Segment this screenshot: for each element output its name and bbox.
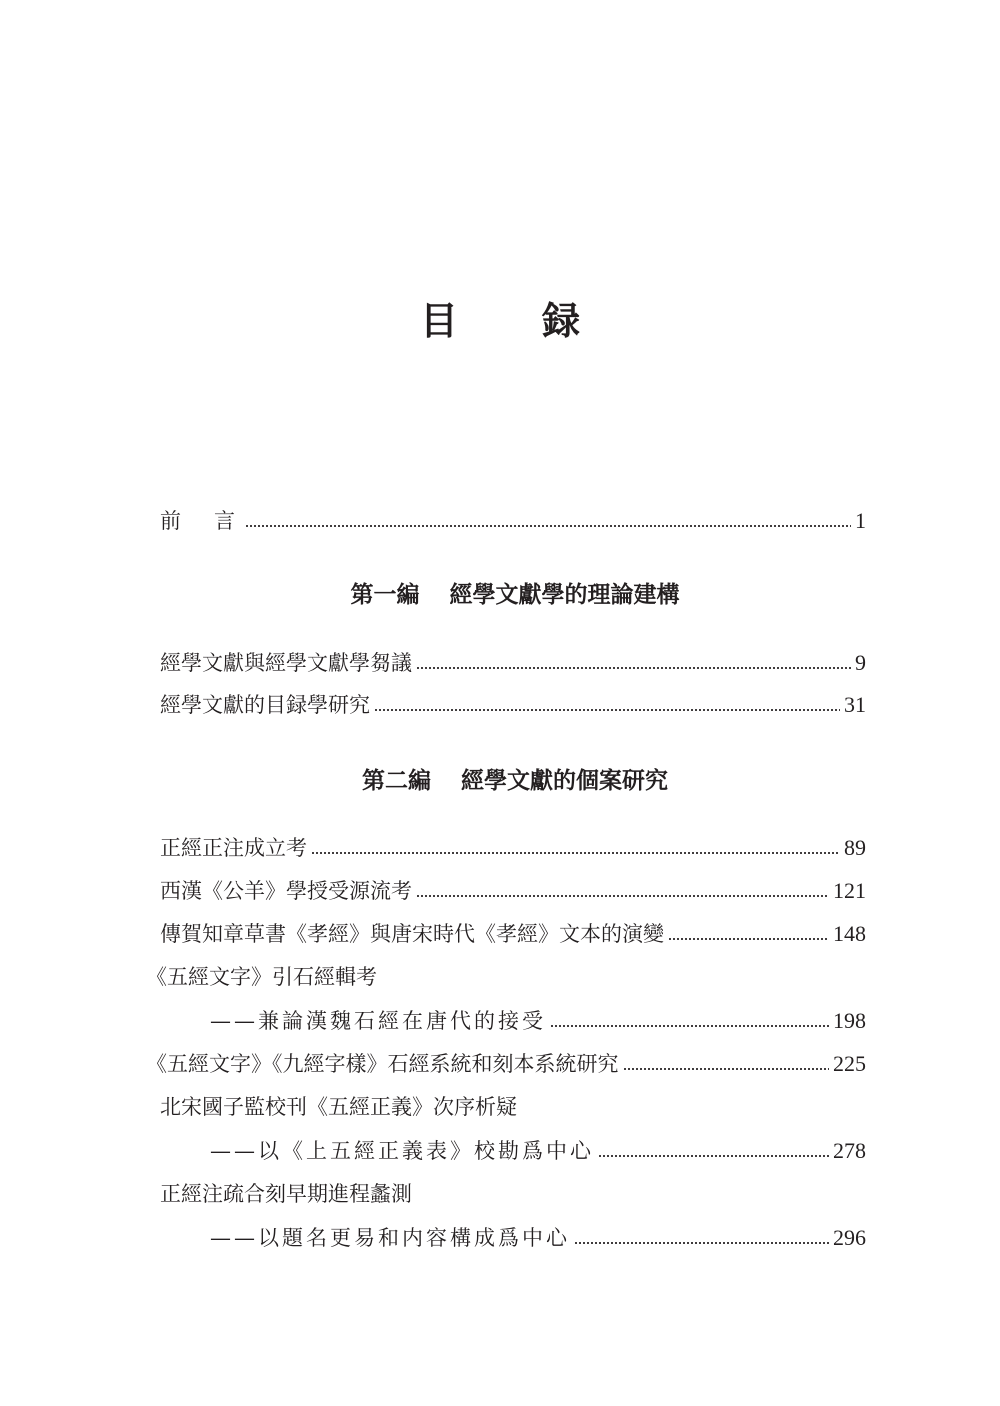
entry-label: 《五經文字》引石經輯考 <box>146 965 377 989</box>
part-name: 經學文獻學的理論建構 <box>449 582 680 608</box>
toc-entry[interactable] <box>146 962 377 992</box>
dot-leader <box>245 524 851 528</box>
page-number: 1 <box>855 508 866 533</box>
part-number: 第一編 <box>350 582 420 608</box>
toc-entry[interactable] <box>160 876 866 906</box>
entry-label: 正經正注成立考 <box>160 836 307 860</box>
page-number: 89 <box>844 835 866 860</box>
page-number: 148 <box>833 921 866 946</box>
entry-label: 西漢《公羊》學授受源流考 <box>160 879 412 903</box>
toc-entry[interactable] <box>160 1092 517 1122</box>
dot-leader <box>550 1024 829 1028</box>
title-char: 録 <box>542 299 581 343</box>
toc-entry[interactable] <box>160 919 866 949</box>
toc-entry-subtitle[interactable] <box>210 1136 866 1166</box>
page-number: 31 <box>844 692 866 717</box>
toc-entry[interactable] <box>160 648 866 678</box>
part-heading <box>0 762 1000 795</box>
entry-label: 經學文獻的目録學研究 <box>160 693 370 717</box>
entry-label: ——兼論漢魏石經在唐代的接受 <box>210 1009 546 1033</box>
part-name: 經學文獻的個案研究 <box>461 768 668 794</box>
title-char: 目 <box>419 299 458 343</box>
entry-label: 北宋國子監校刊《五經正義》次序析疑 <box>160 1095 517 1119</box>
dot-leader <box>416 666 851 670</box>
part-heading <box>0 576 1000 609</box>
dot-leader <box>416 894 829 898</box>
dot-leader <box>623 1067 830 1071</box>
page-number: 278 <box>833 1138 866 1163</box>
entry-label: 前 言 <box>160 509 241 533</box>
entry-label: 正經注疏合刻早期進程蠡測 <box>160 1182 412 1206</box>
part-number: 第二編 <box>362 768 431 794</box>
entry-label: ——以《上五經正義表》校勘爲中心 <box>210 1139 594 1163</box>
page-number: 296 <box>833 1225 866 1250</box>
toc-entry[interactable] <box>160 690 866 720</box>
toc-entry[interactable] <box>146 1049 866 1079</box>
entry-label: 經學文獻與經學文獻學芻議 <box>160 651 412 675</box>
entry-label: 傳賀知章草書《孝經》與唐宋時代《孝經》文本的演變 <box>160 922 664 946</box>
page-number: 9 <box>855 650 866 675</box>
toc-entry[interactable] <box>160 1179 412 1209</box>
page-number: 121 <box>833 878 866 903</box>
page-number: 198 <box>833 1008 866 1033</box>
toc-entry-subtitle[interactable] <box>210 1006 866 1036</box>
toc-entry-subtitle[interactable] <box>210 1223 866 1253</box>
entry-label: ——以題名更易和内容構成爲中心 <box>210 1226 570 1250</box>
dot-leader <box>574 1241 829 1245</box>
toc-entry-preface[interactable] <box>160 506 866 536</box>
dot-leader <box>374 708 840 712</box>
dot-leader <box>598 1154 829 1158</box>
toc-entry[interactable] <box>160 833 866 863</box>
dot-leader <box>311 851 840 855</box>
entry-label: 《五經文字》《九經字樣》石經系統和刻本系統研究 <box>146 1052 619 1076</box>
page-title <box>0 290 1000 345</box>
dot-leader <box>668 937 829 941</box>
page-number: 225 <box>833 1051 866 1076</box>
